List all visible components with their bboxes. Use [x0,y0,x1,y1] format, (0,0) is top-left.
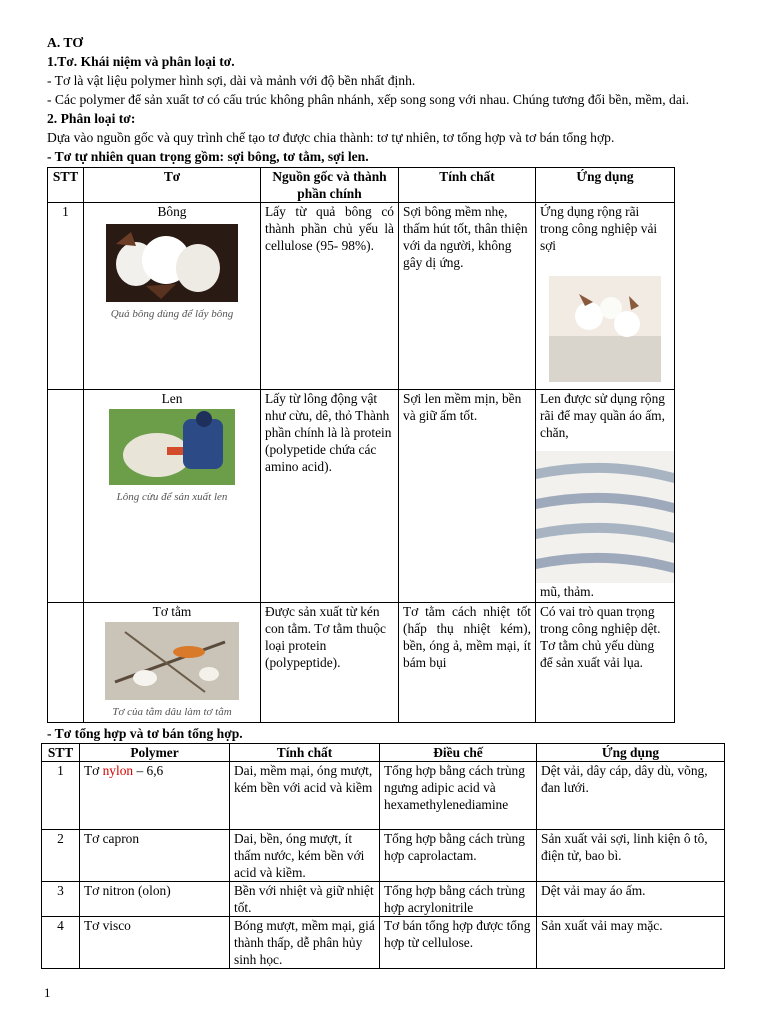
application-text: Len được sử dụng rộng rãi để may quần áo ấm, chăn, [540,391,665,440]
preparation-cell: Tổng hợp bằng cách trùng ngưng adipic acid và hexamethylenediamine [380,762,537,830]
table-row [42,882,725,917]
table-row [42,762,725,830]
application-cell: Sản xuất vải may mặc. [537,917,725,969]
photo-caption: Tơ của tằm dâu làm tơ tằm [112,706,232,718]
polymer-cell [80,762,230,830]
row-number: 3 [42,882,80,917]
synthetic-fibers-title: - Tơ tổng hợp và tơ bán tổng hợp. [47,726,243,741]
polymer-cell: Tơ visco [80,917,230,969]
cotton-fabric-photo [549,276,661,382]
table-header-row [42,744,725,762]
polymer-cell: Tơ nitron (olon) [80,882,230,917]
paragraph-structure: - Các polymer để sản xuất tơ có cấu trúc không phân nhánh, xếp song song với nhau. Chúng tương đối bền, mềm, dai. [47,92,690,107]
properties-cell: Dai, bền, óng mượt, ít thấm nước, kém bền với acid và kiềm. [230,830,380,882]
origin-cell: Được sản xuất từ kén con tằm. Tơ tằm thuộc loại protein (polypeptide). [261,603,399,723]
synthetic-fibers-table [41,743,725,969]
preparation-cell: Tơ bán tổng hợp được tổng hợp từ cellulose. [380,917,537,969]
section-heading: A. TƠ [47,35,84,50]
document-page [47,33,737,969]
application-text: Ứng dụng rộng rãi trong công nghiệp vải sợi [540,204,658,253]
page-number: 1 [44,985,51,1000]
application-cell: Dệt vải may áo ấm. [537,882,725,917]
photo-caption: Quả bông dùng để lấy bông [110,308,234,320]
subheading-classification: 2. Phân loại tơ: [47,111,136,126]
application-cell [536,390,675,603]
subheading-concept: 1.Tơ. Khái niệm và phân loại tơ. [47,54,235,69]
col-header: Ứng dụng [536,168,675,203]
natural-fibers-title: - Tơ tự nhiên quan trọng gồm: sợi bông, tơ tằm, sợi len. [47,149,369,164]
col-header: Tơ [84,168,261,203]
polymer-suffix: – 6,6 [133,763,164,778]
cotton-boll-photo [106,224,238,302]
col-header: STT [42,744,80,762]
properties-cell: Dai, mềm mại, óng mượt, kém bền với acid và kiềm [230,762,380,830]
col-header: Tính chất [399,168,536,203]
application-cell [536,203,675,390]
col-header: Nguồn gốc và thành phần chính [261,168,399,203]
properties-cell: Tơ tằm cách nhiệt tốt (hấp thụ nhiệt kém), bền, óng ả, mềm mại, ít bám bụi [399,603,536,723]
sheep-shearing-photo [109,409,235,485]
application-cell: Sản xuất vải sợi, linh kiện ô tô, điện tử, bao bì. [537,830,725,882]
application-cell: Dệt vải, dây cáp, dây dù, võng, đan lưới. [537,762,725,830]
application-text-tail: mũ, thảm. [540,584,594,599]
fiber-name: Bông [157,204,187,219]
row-number: 2 [42,830,80,882]
col-header: Ứng dụng [537,744,725,762]
row-number: 4 [42,917,80,969]
paragraph-definition: - Tơ là vật liệu polymer hình sợi, dài và mảnh với độ bền nhất định. [47,73,416,88]
table-row [48,603,675,723]
col-header: STT [48,168,84,203]
origin-cell: Lấy từ lông động vật như cừu, dê, thỏ Thành phần chính là là protein (polypetide chứa các amino acid). [261,390,399,603]
col-header: Điều chế [380,744,537,762]
properties-cell: Sợi len mềm mịn, bền và giữ ấm tốt. [399,390,536,603]
fiber-name: Len [161,391,183,406]
paragraph-classification: Dựa vào nguồn gốc và quy trình chế tạo tơ được chia thành: tơ tự nhiên, tơ tổng hợp và tơ bán tổng hợp. [47,130,615,145]
row-number: 1 [48,203,84,390]
silkworm-cocoon-photo [105,622,239,700]
row-number: 1 [42,762,80,830]
col-header: Tính chất [230,744,380,762]
table-row [48,390,675,603]
properties-cell: Bóng mượt, mềm mại, giá thành thấp, dễ phân hủy sinh học. [230,917,380,969]
properties-cell: Bền với nhiệt và giữ nhiệt tốt. [230,882,380,917]
preparation-cell: Tổng hợp bằng cách trùng hợp acrylonitrile [380,882,537,917]
polymer-prefix: Tơ [84,763,103,778]
fiber-cell [84,603,261,723]
origin-cell: Lấy từ quả bông có thành phần chủ yếu là cellulose (95- 98%). [261,203,399,390]
properties-cell: Sợi bông mềm nhẹ, thấm hút tốt, thân thiện với da người, không gây dị ứng. [399,203,536,390]
table-header-row [48,168,675,203]
fiber-cell [84,390,261,603]
col-header: Polymer [80,744,230,762]
preparation-cell: Tổng hợp bằng cách trùng hợp caprolactam. [380,830,537,882]
photo-caption: Lông cừu để sản xuất len [116,491,228,503]
fiber-name: Tơ tằm [152,604,192,619]
table-row [42,917,725,969]
table-row [48,203,675,390]
fiber-cell [84,203,261,390]
wool-blanket-photo [536,451,674,583]
table-row [42,830,725,882]
natural-fibers-table [47,167,675,723]
polymer-cell: Tơ capron [80,830,230,882]
row-number [48,390,84,603]
application-cell: Có vai trò quan trọng trong công nghiệp dệt. Tơ tằm chủ yếu dùng để sản xuất vải lụa. [536,603,675,723]
row-number [48,603,84,723]
polymer-highlight: nylon [102,763,134,778]
